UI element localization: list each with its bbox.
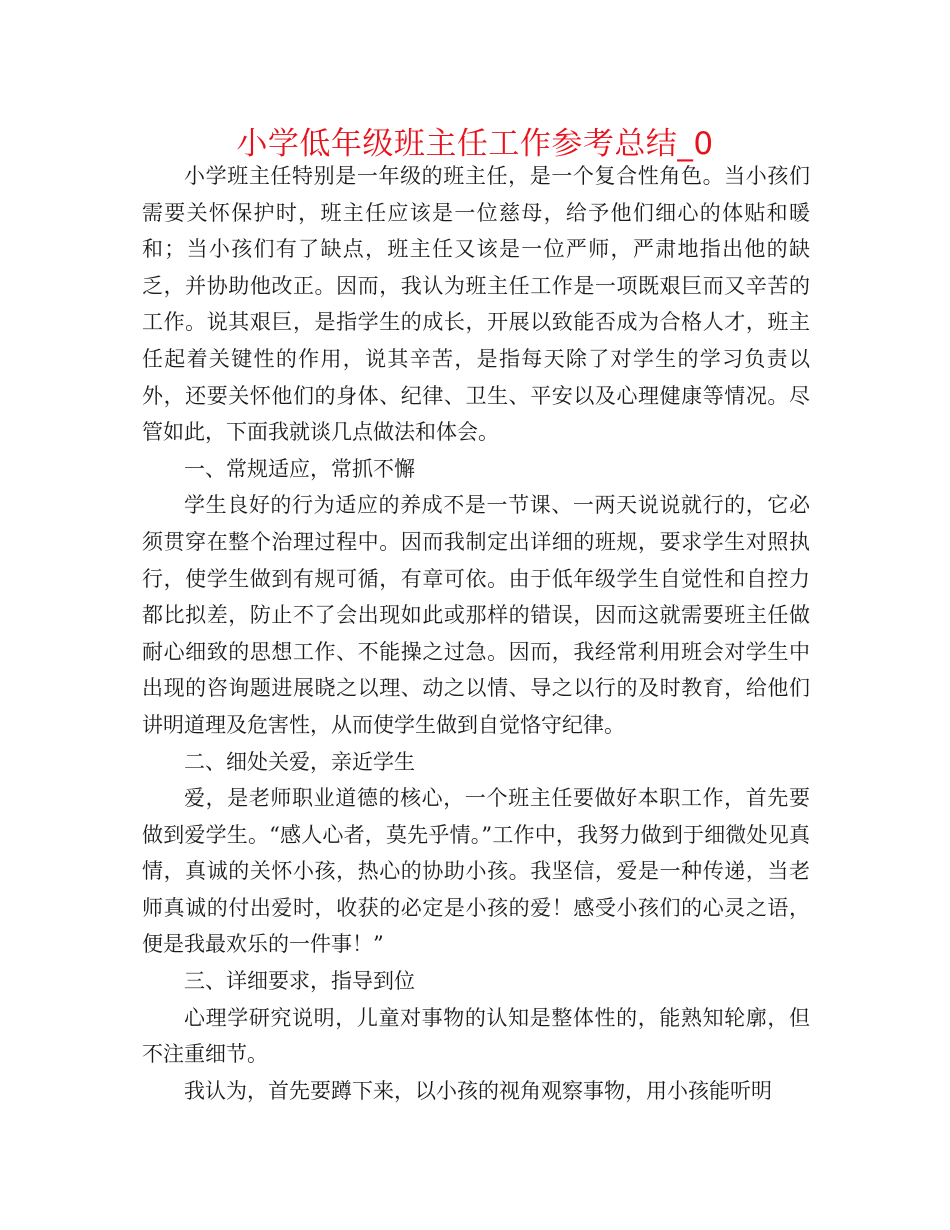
paragraph-section-2: 爱，是老师职业道德的核心，一个班主任要做好本职工作，首先要做到爱学生。“感人心者，莫先乎情。”工作中，我努力做到于细微处见真情，真诚的关怀小孩，热心的协助小孩。我坚信，爱是一种传递，当老师真诚的付出爱时，收获的必定是小孩的爱！感受小孩们的心灵之语，便是我最欢乐的一件事！”	[142, 786, 810, 957]
paragraph-section-3a: 心理学研究说明，儿童对事物的认知是整体性的，能熟知轮廓，但不注重细节。	[142, 1005, 810, 1067]
paragraph-section-1: 学生良好的行为适应的养成不是一节课、一两天说说就行的，它必须贯穿在整个治理过程中。因而我制定出详细的班规，要求学生对照执行，使学生做到有规可循，有章可依。由于低年级学生自觉性和自控力都比拟差，防止不了会出现如此或那样的错误，因而这就需要班主任做耐心细致的思想工作、不能操之过急。因而，我经常利用班会对学生中出现的咨询题进展晓之以理、动之以情、导之以行的及时教育，给他们讲明道理及危害性，从而使学生做到自觉恪守纪律。	[142, 493, 810, 737]
section-heading-3: 三、详细要求，指导到位	[184, 969, 415, 994]
section-heading-1: 一、常规适应，常抓不懈	[184, 456, 415, 481]
page-title: 小学低年级班主任工作参考总结_0	[236, 126, 714, 162]
section-heading-2: 二、细处关爱，亲近学生	[184, 749, 415, 774]
document-body	[142, 158, 810, 1109]
paragraph-intro: 小学班主任特别是一年级的班主任，是一个复合性角色。当小孩们需要关怀保护时，班主任应该是一位慈母，给予他们细心的体贴和暖和；当小孩们有了缺点，班主任又该是一位严师，严肃地指出他的缺乏，并协助他改正。因而，我认为班主任工作是一项既艰巨而又辛苦的工作。说其艰巨，是指学生的成长，开展以致能否成为合格人才，班主任起着关键性的作用，说其辛苦，是指每天除了对学生的学习负责以外，还要关怀他们的身体、纪律、卫生、平安以及心理健康等情况。尽管如此，下面我就谈几点做法和体会。	[142, 164, 810, 445]
paragraph-section-3b: 我认为，首先要蹲下来，以小孩的视角观察事物，用小孩能听明	[184, 1078, 772, 1103]
